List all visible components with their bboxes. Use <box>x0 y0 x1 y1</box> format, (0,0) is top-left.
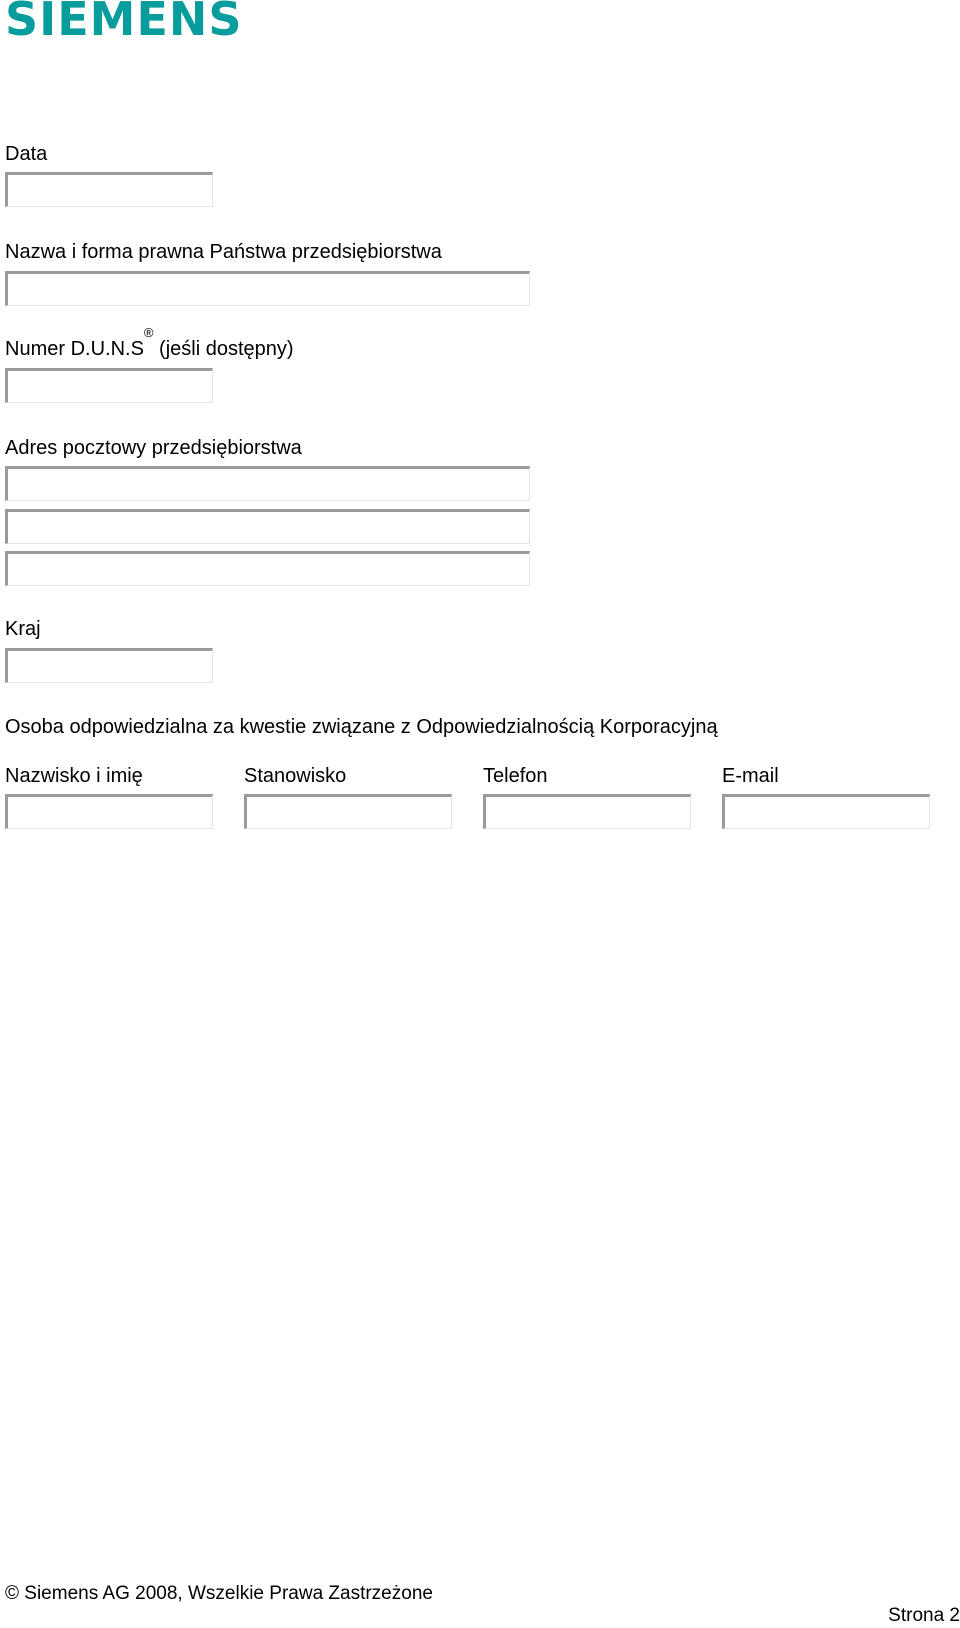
duns-label <box>5 325 294 361</box>
page-number: Strona 2 <box>888 1605 960 1626</box>
duns-label-prefix: Numer D.U.N.S <box>5 338 144 360</box>
copyright-notice: © Siemens AG 2008, Wszelkie Prawa Zastrzeżone <box>5 1583 433 1604</box>
country-label: Kraj <box>5 618 41 640</box>
contact-position-field[interactable] <box>244 794 452 829</box>
company-name-label: Nazwa i forma prawna Państwa przedsiębiorstwa <box>5 241 442 263</box>
date-field[interactable] <box>5 172 213 207</box>
duns-field[interactable] <box>5 368 213 403</box>
contact-phone-field[interactable] <box>483 794 691 829</box>
duns-label-suffix: (jeśli dostępny) <box>153 338 294 360</box>
contact-name-label: Nazwisko i imię <box>5 765 143 787</box>
address-label: Adres pocztowy przedsiębiorstwa <box>5 437 302 459</box>
address-line-1-field[interactable] <box>5 466 530 501</box>
contact-email-label: E-mail <box>722 765 779 787</box>
contact-position-label: Stanowisko <box>244 765 347 787</box>
address-line-3-field[interactable] <box>5 551 530 586</box>
contact-email-field[interactable] <box>722 794 930 829</box>
date-label: Data <box>5 143 48 165</box>
contact-phone-label: Telefon <box>483 765 548 787</box>
contact-name-field[interactable] <box>5 794 213 829</box>
contact-section-title: Osoba odpowiedzialna za kwestie związane z Odpowiedzialnością Korporacyjną <box>5 716 718 738</box>
siemens-logo: SIEMENS <box>5 0 243 46</box>
company-name-field[interactable] <box>5 271 530 306</box>
registered-mark: ® <box>143 325 154 340</box>
address-line-2-field[interactable] <box>5 509 530 544</box>
country-field[interactable] <box>5 648 213 683</box>
